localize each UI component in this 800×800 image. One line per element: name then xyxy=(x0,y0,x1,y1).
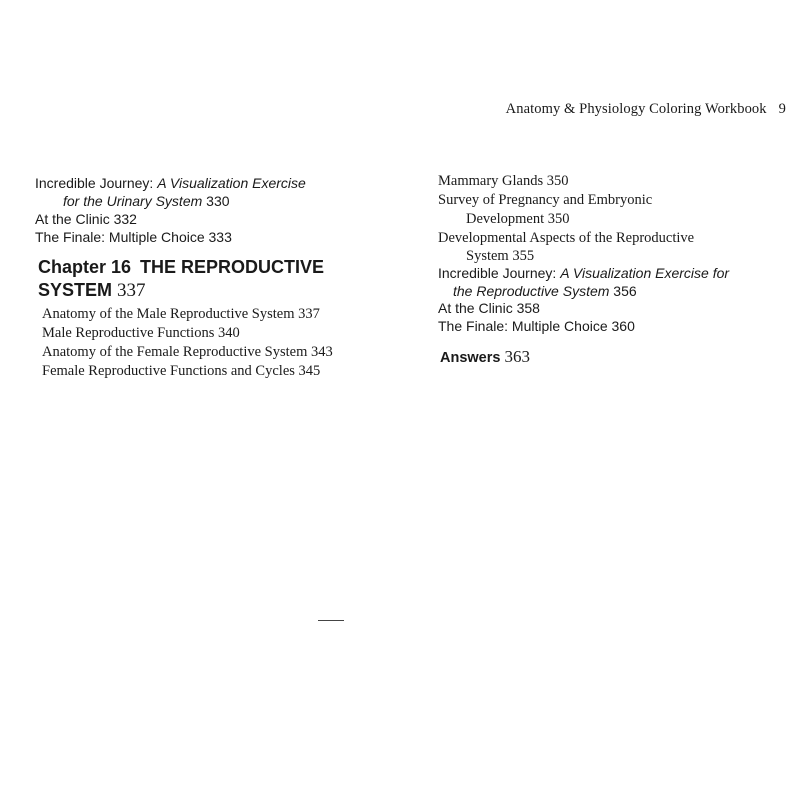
running-header xyxy=(506,101,786,118)
entry-page: 356 xyxy=(613,283,637,299)
toc-entry-clinic: At the Clinic 358 xyxy=(438,300,540,316)
entry-title: the Reproductive System xyxy=(453,283,610,299)
toc-entry-reproductive-journey xyxy=(438,265,729,281)
toc-entry-mammary: Mammary Glands 350 xyxy=(438,173,569,189)
toc-entry-male-functions: Male Reproductive Functions 340 xyxy=(42,325,240,341)
print-mark xyxy=(318,620,344,621)
toc-entry-urinary-journey-cont xyxy=(35,193,230,209)
entry-page: 330 xyxy=(206,193,230,209)
book-title: Anatomy & Physiology Coloring Workbook xyxy=(505,101,767,117)
entry-title: A Visualization Exercise xyxy=(157,175,306,191)
toc-entry-pregnancy: Survey of Pregnancy and Embryonic xyxy=(438,192,653,208)
chapter-page: 337 xyxy=(117,280,146,301)
toc-entry-developmental-cont: System 355 xyxy=(466,248,535,264)
toc-entry-clinic: At the Clinic 332 xyxy=(35,211,137,227)
entry-title: A Visualization Exercise for xyxy=(560,265,730,281)
toc-entry-finale: The Finale: Multiple Choice 333 xyxy=(35,229,232,245)
toc-entry-pregnancy-cont: Development 350 xyxy=(466,211,570,227)
answers-heading xyxy=(440,347,530,367)
entry-prefix: Incredible Journey: xyxy=(35,175,154,191)
entry-prefix: Incredible Journey: xyxy=(438,265,557,281)
chapter-label: Chapter 16 xyxy=(38,257,132,277)
toc-entry-urinary-journey xyxy=(35,175,306,191)
chapter-title: THE REPRODUCTIVE xyxy=(140,257,325,277)
chapter-heading xyxy=(38,256,324,302)
chapter-title-cont: SYSTEM xyxy=(38,280,113,300)
toc-entry-finale: The Finale: Multiple Choice 360 xyxy=(438,318,635,334)
toc-entry-developmental: Developmental Aspects of the Reproductive xyxy=(438,230,695,246)
toc-entry-male-anatomy: Anatomy of the Male Reproductive System 337 xyxy=(42,306,320,322)
toc-entry-female-functions: Female Reproductive Functions and Cycles 345 xyxy=(42,363,321,379)
answers-label: Answers xyxy=(440,350,501,366)
answers-page: 363 xyxy=(504,347,530,366)
entry-title: for the Urinary System xyxy=(63,193,203,209)
toc-entry-female-anatomy: Anatomy of the Female Reproductive System 343 xyxy=(42,344,333,360)
page-number: 9 xyxy=(778,101,786,117)
toc-entry-reproductive-journey-cont xyxy=(438,283,637,299)
